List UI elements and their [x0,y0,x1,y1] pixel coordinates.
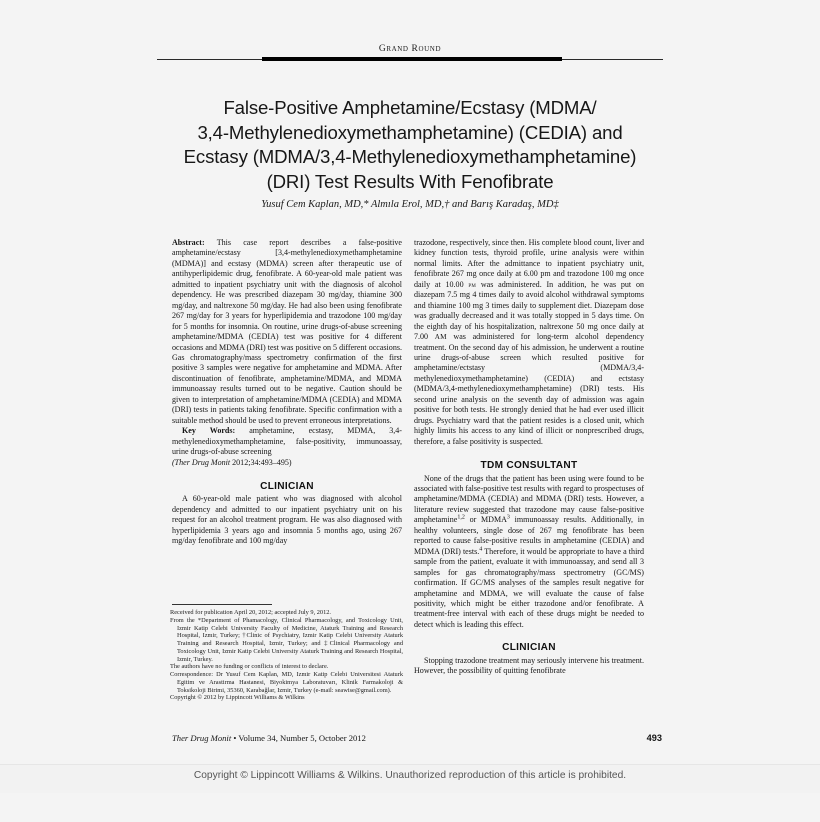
rc-part-3: was administered for long-term alcohol dependency treatment. On the second day of his admission, he underwent a routine urine drugs-of-abuse screen which resulted positive for amphetamine/ectstasy (MDMA/3,4-methylenedioxymethamphetamine) (CEDIA) and ectstasy (MDMA/3,4-methylenedioxymethamphetamine) (DRI) tests. His second urine analysis on the seventh day of admission was again positive for both tests. He strongly denied that he had ever used illicit drugs. Psychiatry ward that the patient resides is a closed unit, which highly limits his access to any kind of illicit or nonprescribed drugs, therefore, a false positivity is suspected. [414,332,645,446]
keywords-body: amphetamine, ecstasy, MDMA, 3,4-methylenedioxymethamphetamine, false-positivity, immunoassay, urine drugs-of-abuse screening [172,426,402,457]
footer-journal-name: Ther Drug Monit [172,733,232,743]
abstract-body: This case report describes a false-positive amphetamine/ecstasy [3,4-methylenedioxymethamphetamine (MDMA)] and ecstasy (MDMA) screen after therapeutic use of antihyperlipidemic drug, fenofibrate. A 60-year-old male patient was admitted to inpatient psychiatry unit with the diagnosis of alcohol dependency. He was prescribed diazepam 30 mg/day, thiamine 300 mg/day, and naltrexone 50 mg/day. He had also been using fenofibrate 267 mg/day for 3 years for hyperlipidemia and trazodone 100 mg/day for 5 months for insomnia. On routine, urine drugs-of-abuse screening amphetamine/MDMA (CEDIA) test was positive for 4 different occasions and MDMA (DRI) test was positive on 5 different occasions. Gas chromatography/mass spectrometry confirmation of the first positive 3 samples were negative for amphetamine and MDMA. After discontinuation of fenofibrate, amphetamine/MDMA, and MDMA immunoassay results turned out to be negative. Caution should be given to interpretation of amphetamine/MDMA (CEDIA) and MDMA (DRI) tests in patients taking fenofibrate. Specific confirmation with a suitable method should be used to prevent erroneous interpretations. [172,238,402,425]
section-heading-clinician-1: CLINICIAN [260,480,314,492]
footnote-funding: The authors have no funding or conflicts of interest to declare. [170,663,329,671]
tdm-paragraph [414,474,644,631]
reference-marker-2: 3 [506,514,510,521]
title-line-2: 3,4-Methylenedioxymethamphetamine) (CEDIA) and [197,121,623,143]
tdm-part-4: Therefore, it would be appropriate to have a third sample from the patient, evaluate it with immunoassay, and send all 3 samples for gas chromatography/mass spectrometry (GC/MS) confirmation. If GC/MS analyses of the samples result negative for amphetamine and MDMA, we will evaluate the cause of false positivity, which might be either trazodone and/or fenofibrate. A treatment-free interval with each of these drugs might be needed to detect which is leading this effect. [414,546,645,629]
page-title [150,96,670,194]
footnote-separator [172,604,272,605]
footnote-copyright: Copyright © 2012 by Lippincott Williams & Wilkins [170,694,305,702]
copyright-banner-text: Copyright © Lippincott Williams & Wilkins. Unauthorized reproduction of this article is prohibited. [193,770,627,781]
page-footer [172,733,662,743]
header-rule-thick [262,57,562,61]
column-right [414,238,644,677]
author-list: Yusuf Cem Kaplan, MD,* Almıla Erol, MD,† and Barış Karadaş, MD‡ [261,199,559,210]
tdm-part-2: or MDMA [464,515,507,525]
title-line-3: Ecstasy (MDMA/3,4-Methylenedioxymethamphetamine) [183,146,637,167]
rc-smallcaps-pm: pm [468,280,477,289]
footer-issue-info: • Volume 34, Number 5, October 2012 [231,733,366,743]
reference-marker-3: 4 [479,546,483,553]
header-rule [157,57,663,63]
title-line-4: (DRI) Test Results With Fenofibrate [266,170,554,192]
right-continued-paragraph [414,238,644,447]
footnote-affiliations: From the *Department of Phamacology, Clinical Pharmacology, and Toxicology Unit, Izmir Katip Celebi University Faculty of Medicine, Ataturk Training and Research Hospital, Izmir, Turkey; †Clinic of Psychiatry, Izmir Katip Celebi University Ataturk Training and Research Hospital, Izmir, Turkey; and ‡Clinical Pharmacology and Toxicology Unit, Izmir Katip Celebi University Ataturk Training and Research Hospital, Izmir, Turkey. [170,616,403,663]
running-head-label: Grand Round [378,44,442,54]
rc-part-2: was administered. In addition, he was put on diazepam 7.5 mg 4 times daily to avoid alcohol withdrawal symptoms and thiamine 100 mg 3 times daily to supplement diet. Diazepam dose was gradually decreased and it was totally stopped in 5 days time. On the eighth day of his hospitalization, naltrexone 50 mg once daily at 7.00 [414,279,644,342]
citation-journal: (Ther Drug Monit [172,457,231,467]
citation-rest: 2012;34:493–495) [230,457,292,467]
running-head [157,44,663,63]
rc-smallcaps-am: AM [434,333,447,342]
section-heading-clinician-2: CLINICIAN [502,642,556,654]
tdm-part-3: immunoassay results. Additionally, in healthy volunteers, single dose of 267 mg fenofibrate has been reported to cause false-positive results in amphetamine (CEDIA) and MDMA (DRI) tests. [414,515,644,556]
clinician-1-paragraph: A 60-year-old male patient who was diagnosed with alcohol dependency and admitted to our inpatient psychiatry unit on his request for an alcohol treatment program. He was also diagnosed with hyperlipidemia 3 years ago and insomnia 5 months ago, using 267 mg/day fenofibrate and 100 mg/day [172,494,402,546]
tdm-part-1: None of the drugs that the patient has been using were found to be associated with false-positive test results with regard to prospectuses of amphetamine/MDMA (CEDIA) and MDMA (DRI) tests. However, a literature review suggested that trazodone may cause false-positive amphetamine [414,473,644,525]
footnote-block [170,609,403,702]
column-left [172,238,402,547]
keywords-label: Key Words: [182,426,236,436]
clinician-2-paragraph: Stopping trazodone treatment may seriously intervene his treatment. However, the possibility of quitting fenofibrate [414,655,644,676]
footnote-correspondence: Correspondence: Dr Yusuf Cem Kaplan, MD, Izmir Katip Celebi Universitesi Ataturk Egitim ve Arastirma Hastanesi, Biyokimya Laboratuvarı, Klinik Farmakoloji & Toksikoloji Birimi, 35360, Karabağlar, Izmir, Turkey (e-mail: seawise@gmail.com). [170,671,403,694]
title-line-1: False-Positive Amphetamine/Ecstasy (MDMA/ [223,97,597,118]
footnote-received: Received for publication April 20, 2012; accepted July 9, 2012. [170,609,332,616]
abstract-label: Abstract: [172,238,205,247]
page-number: 493 [646,733,662,743]
abstract-paragraph [172,238,402,426]
citation-line [172,458,402,468]
keywords-paragraph [172,426,402,457]
rc-part-1: trazodone, respectively, since then. His complete blood count, liver and kidney function tests, thyroid profile, urine analysis were within normal limits. After the admittance to inpatient psychiatry unit, fenofibrate 267 mg once daily at 6.00 pm and trazodone 100 mg once daily at 10.00 [414,238,644,289]
section-heading-tdm-consultant: TDM CONSULTANT [480,460,578,472]
reference-marker-1: 1,2 [457,514,465,521]
